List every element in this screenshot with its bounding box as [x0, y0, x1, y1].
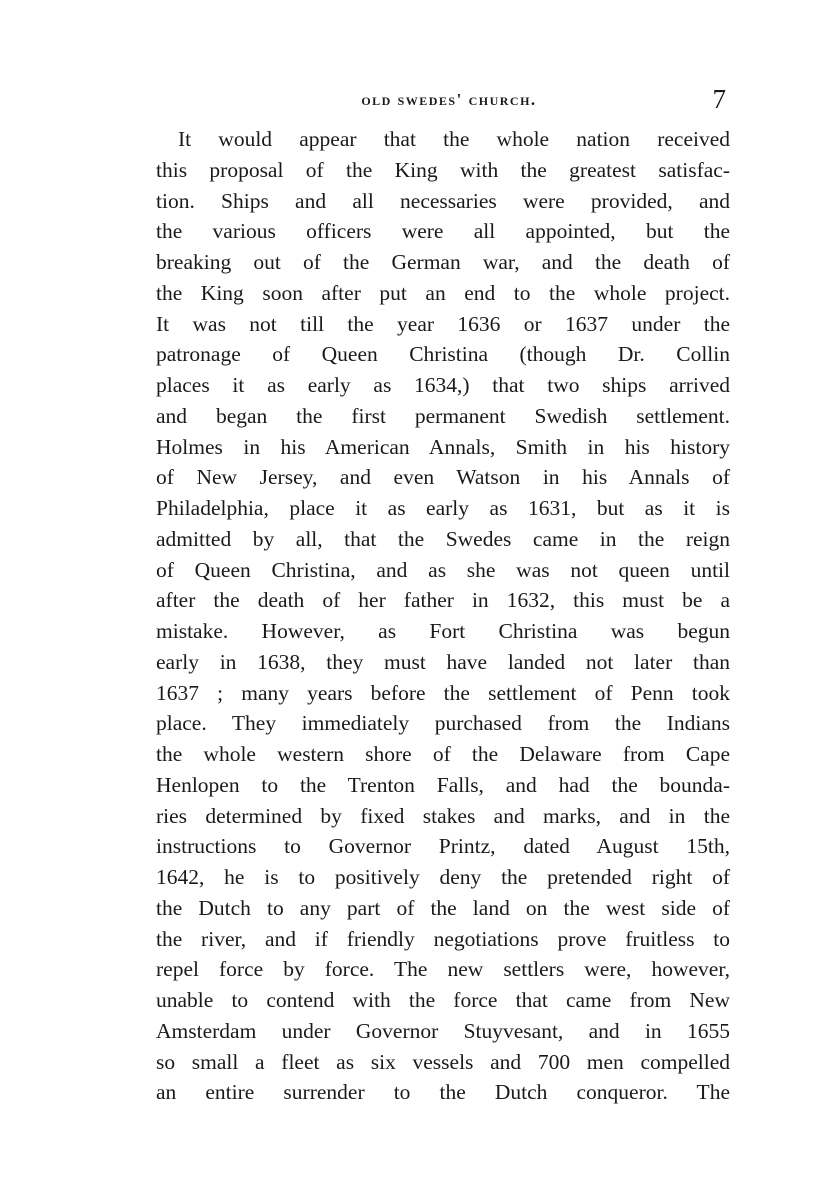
text-line: tion. Ships and all necessaries were provided, and	[156, 188, 730, 213]
text-line: the various officers were all appointed, but the	[156, 219, 730, 244]
text-line: patronage of Queen Christina (though Dr. Collin	[156, 342, 730, 367]
text-line: 1642, he is to positively deny the pretended right of	[156, 865, 730, 889]
text-line: breaking out of the German war, and the death of	[156, 250, 730, 274]
text-line: It would appear that the whole nation received	[178, 127, 730, 151]
text-line: ries determined by fixed stakes and marks, and in the	[156, 803, 730, 828]
text-line: places it as early as 1634,) that two ships arrived	[156, 373, 730, 397]
text-line: the whole western shore of the Delaware from Cape	[156, 742, 730, 766]
text-line: early in 1638, they must have landed not later than	[156, 649, 730, 674]
text-line: 1637 ; many years before the settlement of Penn took	[156, 680, 730, 705]
text-line: an entire surrender to the Dutch conqueror. The	[156, 1080, 730, 1105]
text-line: unable to contend with the force that came from New	[156, 988, 730, 1012]
running-title: old swedes' church.	[361, 90, 537, 109]
text-line: of Queen Christina, and as she was not queen until	[156, 557, 730, 582]
text-line: so small a fleet as six vessels and 700 men compelled	[156, 1049, 730, 1074]
text-line: Amsterdam under Governor Stuyvesant, and in 1655	[156, 1018, 730, 1043]
text-line: this proposal of the King with the greatest satisfac-	[156, 157, 730, 182]
text-line: the King soon after put an end to the whole project.	[156, 280, 730, 305]
text-line: Holmes in his American Annals, Smith in his history	[156, 434, 730, 459]
text-line: the Dutch to any part of the land on the west side of	[156, 895, 730, 920]
text-line: repel force by force. The new settlers were, however,	[156, 957, 730, 982]
text-line: after the death of her father in 1632, this must be a	[156, 588, 730, 613]
text-line: mistake. However, as Fort Christina was begun	[156, 619, 730, 643]
text-line: instructions to Governor Printz, dated August 15th,	[156, 834, 730, 859]
text-line: of New Jersey, and even Watson in his Annals of	[156, 465, 730, 490]
page-number: 7	[712, 84, 726, 114]
text-line: Philadelphia, place it as early as 1631, but as it is	[156, 496, 730, 520]
text-line: Henlopen to the Trenton Falls, and had the bounda-	[156, 772, 730, 797]
text-line: the river, and if friendly negotiations prove fruitless to	[156, 926, 730, 951]
text-line: place. They immediately purchased from the Indians	[156, 711, 730, 736]
text-line: admitted by all, that the Swedes came in the reign	[156, 526, 730, 551]
text-line: and began the first permanent Swedish settlement.	[156, 403, 730, 428]
body-paragraph	[156, 124, 730, 1108]
running-head	[156, 84, 742, 118]
text-line: It was not till the year 1636 or 1637 under the	[156, 311, 730, 336]
